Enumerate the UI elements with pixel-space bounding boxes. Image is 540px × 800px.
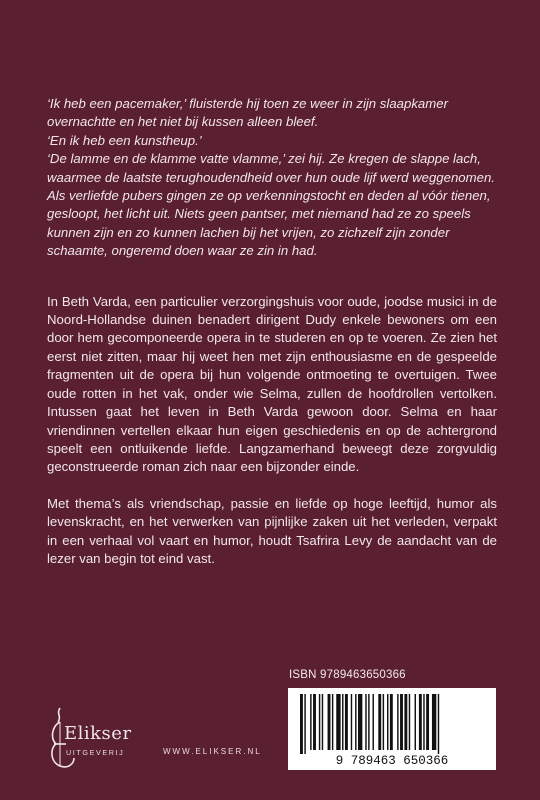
barcode-bar [304,694,305,754]
barcode-bar [368,694,369,750]
barcode-bar [313,694,316,750]
barcode-bar [397,694,398,750]
publisher-subtitle: UITGEVERIJ [66,748,125,757]
themes-paragraph: Met thema’s als vriendschap, passie en liefde op hoge leeftijd, humor als levenskracht, en het verwerken van pijnlijke zaken uit het verleden, verpakt in een verhaal vol vaart en humor, houdt Tsafrira Levy de aandacht van de lezer van begin tot eind vast. [47,495,497,566]
isbn-label: ISBN 9789463650366 [289,669,406,681]
barcode-bar [438,694,439,754]
barcode-bar [419,694,422,750]
barcode-bar [328,694,331,750]
isbn-barcode [288,688,496,770]
barcode-bar [404,694,407,750]
quote-line: ‘En ik heb een kunstheup.’ [47,132,202,148]
barcode-bar [310,694,311,750]
quote-line: ‘Ik heb een pacemaker,’ fluisterde hij toen ze weer in zijn slaapkamer overnachtte en het niet bij kussen alleen bleef. [47,96,448,130]
barcode-bar [409,694,410,750]
barcode-number: 9 789463 650366 [335,754,449,768]
barcode-bar [378,694,381,750]
synopsis-paragraph: In Beth Varda, een particulier verzorgingshuis voor oude, joodse musici in de Noord-Hollandse duinen benadert dirigent Dudy enkele bewoners om een door hem gecomponeerde opera in te studeren en op te voeren. Ze zien het eerst niet zitten, maar hij weet hen met zijn enthousiasme en de gespeelde fragmenten uit de opera bij hun volgende ontmoeting te overtuigen. Twee oude rotten in het vak, onder wie Selma, zullen de hoofdrollen vertolken. Intussen gaat het leven in Beth Varda gewoon door. Selma en haar vriendinnen vertellen elkaar hun eigen geschiedenis en op de achtergrond speelt een ontluikende liefde. Langzamerhand beweegt deze zorgvuldig geconstrueerde roman zich naar een bijzonder einde. [47,293,497,475]
barcode-bar [373,694,374,750]
barcode-bar [336,694,340,750]
back-cover-blurb [47,95,497,586]
barcode-graphic [288,688,496,770]
barcode-bar [415,694,416,750]
barcode-bar [351,694,352,750]
barcode-bar [358,694,362,750]
barcode-bar [342,694,343,750]
excerpt-quote [47,95,497,261]
barcode-bar [400,694,403,750]
quote-line: ‘De lamme en de klamme vatte vlamme,’ zei hij. Ze kregen de slappe lach, waarmee de laatste terughoudendheid over hun oude lijf werd weggenomen. Als verliefde pubers gingen ze op verkenningstocht en deden al vóór tienen, gesloopt, het licht uit. Niets geen pantser, met niemand had ze zo speels kunnen zijn en zo kunnen lachen bij het vrijen, zo zichzelf zijn zonder schaamte, ongeremd doen waar ze zin in had. [47,151,495,259]
barcode-bar [332,694,333,750]
barcode-bar [432,694,436,750]
barcode-bar [390,694,393,750]
barcode-bar [345,694,348,750]
barcode-bar [387,694,388,750]
barcode-bar [423,694,424,750]
barcode-bar [355,694,356,750]
barcode-bar [300,694,303,754]
barcode-bar [319,694,320,750]
barcode-bar [426,694,429,750]
barcode-bar [383,694,384,750]
barcode-bar [322,694,323,750]
publisher-name: Elikser [64,723,132,744]
barcode-bar [365,694,366,750]
publisher-website: WWW.ELIKSER.NL [163,747,262,756]
